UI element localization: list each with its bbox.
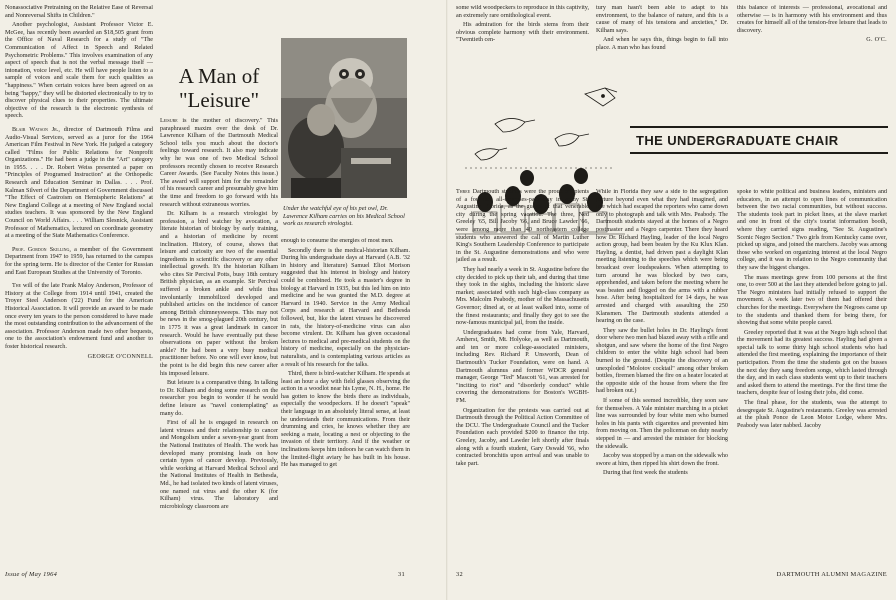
right-column-1 <box>456 189 589 560</box>
lead-in: Three <box>456 189 471 195</box>
lead-in: The <box>12 283 22 290</box>
paragraph: will of the late Frank Maloy Anderson, Professor of History at the College from 1914 until 1941, created the Troyer Steel Anderson ('22) Fund for the American Historical Association. It will provide an award to be made once every ten years to the person considered to have made the most outstanding contribution to the advancement of the association. Professor Anderson made two other bequests, one to the association's endowment fund and another to foster historical research. <box>5 283 153 350</box>
paragraph: His admiration for the birds stems from their obvious complete harmony with their environment. "Twentieth cen- <box>456 22 589 44</box>
right-column-3-top <box>737 5 887 80</box>
paragraph: First of all he is engaged in research on latent viruses and their relationship to cancer and Mongolism under a seven-year grant from the National Institutes of Health. The work has developed many promising leads on how certain types of cancer develop. Previously, while working at Harvard Medical School and the National Institutes of Health in Bethesda, Md., he had isolated two kinds of latent viruses, one named rat virus and the other K (for Kilham) virus. The laboratory and microbiology classroom are <box>160 420 278 510</box>
paragraph: Secondly there is the medical-historian Kilham. During his undergraduate days at Harvard (A.B. '32 in history and literature) Samuel Eliot Morison suggested that his interest in biology and history could be combined. He took a master's degree in biology at Harvard in 1935, but this led him on into medicine and he was granted the M.D. degree at Harvard in 1940. Service in the Army Medical Corps and research at Harvard and Bethesda followed, but, like the latent viruses he discovered in rats, the history-of-medicine virus can also become virulent. Dr. Kilham has given occasional lectures to medical and pre-medical students on the history of medicine, especially on the physician-naturalists, and is contemplating various articles as a result of his research for the talks. <box>281 247 410 368</box>
paragraph: Greeley reported that it was at the Negro high school that the movement had its greatest success. Hayling had given a special talk to some thirty high school students who had attended the first meeting, explaining the importance of their participation. From the time the students got on the busses the next day they sang freedom songs, which lasted through the day, and in each class students went up to their teachers and asked them to attend the meetings. For the first time the teachers, despite fear of losing their jobs, did come. <box>737 329 887 397</box>
paragraph: Organization for the protests was carried out at Dartmouth through the Political Action Committee of the DCU. The Undergraduate Council and the Tucker Foundation each provided $200 to finance the trip. Greeley, Jacoby, and Lawder left shortly after finals along with a fourth student, Gary Oswald '66, who contracted bronchitis upon arrival and was unable to take part. <box>456 407 589 467</box>
article-title: A Man of "Leisure" <box>178 64 260 112</box>
paragraph: a member of the Government Department from 1947 to 1959, has returned to the campus for the spring term. He is director of the Center for Russian and East European Studies at the University of Toronto. <box>5 246 153 276</box>
paragraph: And when he says this, things begin to fall into place. A man who has found <box>596 37 728 51</box>
left-column-1 <box>5 5 153 560</box>
paragraph: Third, there is bird-watcher Kilham. He spends at least an hour a day with field glasses observing the action in a woodlot near his Lyme, N. H., home. He has gotten to know the birds there as individuals, especially the woodpeckers. If he doesn't "speak" their language in an absolutely literal sense, at least he understands their communications. From their drumming and cries, he knows whether they are seeking a mate, locating a nest or objecting to the invasion of their territory. And if the weather or inclinations keeps him indoors he can watch them in the limited-flight aviary he has built in his house. He has managed to get <box>281 371 410 469</box>
paragraph: During that first week the students <box>603 470 688 477</box>
paragraph: The mass meetings grew from 100 persons at the first one, to over 500 at the last they attended before going to jail. The Negro ministers had initially refused to support the movement. A week later two of them had offered their churches for the meetings. Everywhere the Negroes came up to the students and thanked them for being there, for showing that some white people cared. <box>737 274 887 327</box>
lead-in: Leisure <box>160 118 178 124</box>
paragraph: enough to consume the energies of most men. <box>281 238 394 244</box>
paragraph: Jacoby was stopped by a man on the sidewalk who swore at him, then ripped his shirt down the front. <box>596 453 728 467</box>
paragraph: If some of this seemed incredible, they soon saw for themselves. A Yale minister marching in a picket line was surrounded by four white men who burned holes in his pants with cigarettes and prevented him from moving on. Then the policeman on duty nearby stepped in — and arrested the minister for blocking the sidewalk. <box>596 398 728 450</box>
section-title: THE UNDERGRADUATE CHAIR <box>636 133 839 148</box>
photo-caption: Under the watchful eye of his pet owl, Dr. Lawrence Kilham carries on his Medical School work as research virologist. <box>283 205 405 228</box>
right-column-1-top <box>456 5 589 80</box>
paragraph: They had nearly a week in St. Augustine before the city decided to pick up their tab, and during that time they took in the sights, including the historic slave market; associated with such high-class company as Mrs. Malcolm Peabody, mother of the Massachusetts Governor; dined at, or at least walked into, some of the finest restaurants; and finally they got to see the now-famous municipal jail, from the inside. <box>456 266 589 327</box>
paragraph: tury man hasn't been able to adapt to his environment, to the balance of nature, and this is a cause of many of his tensions and anxieties," Dr. Kilham says. <box>596 5 728 34</box>
paragraph: Undergraduates had come from Yale, Harvard, Amherst, Smith, Mt. Holyoke, as well as Dartmouth, and ten or more college-associated ministers, including Rev. Richard P. Unsworth, Dean of Dartmouth's Tucker Foundation, were on hand. A Dartmouth alumnus and former WDCR general manager, George "Ted" Mascott '61, was arrested for "inciting to riot" and "disorderly conduct" while covering the demonstrations for Boston's WGBH-FM. <box>456 329 589 405</box>
paragraph: some wild woodpeckers to reproduce in this captivity, an extremely rare ornithological event. <box>456 5 589 19</box>
section-rule-bottom <box>630 152 888 154</box>
paragraph: is the mother of discovery." This paraphrased maxim over the desk of Dr. Lawrence Kilham of the Dartmouth Medical School tells you much about the doctor's feelings toward research. It also may indicate why he was one of two Medical School professors recently chosen to receive Research Career Awards. (See Faculty Notes this issue.) The award will support him for the remainder of his research career and presumably give him the time and freedom to go forward with his research without extraneous worries. <box>160 118 278 208</box>
paragraph: Dr. Kilham is a research virologist by profession, a bird watcher by avocation, a literate historian of biology by early training, and a historian of medicine by recent inclination. History, of course, shows that leisure and curiosity are two of the essential ingredients in scientific discovery or any other intellectual growth. It's the historian Kilham who cites Sir Percival Potts, busy 18th century British physician, as an example. Sir Percival suffered a broken ankle and while thus involuntarily immobilized developed and published articles on the incidence of cancer among British chimneysweeps. This may not be news in the smog-plagued 20th century, but in 1775 it was a great landmark in cancer research. Would he have eventually put these observations on paper without the broken ankle? He had been a very busy medical practitioner before. No one will ever know, but the point is he did begin this new career after his imposed leisure. <box>160 211 278 377</box>
folio-right-magazine: DARTMOUTH ALUMNI MAGAZINE <box>776 571 887 578</box>
paragraph: But leisure is a comparative thing. In talking to Dr. Kilham and doing some research on the researcher you begin to wonder if he would define leisure as "navel contemplating" as many do. <box>160 380 278 417</box>
paragraph: director of Dartmouth Films and Audio-Visual Services, served as a juror for the 1964 American Film Festival in New York. He judged a category called "Films for Public Relations for Nonprofit Organizations." He had been a judge in the "Art" category in 1955. . . . Dr. Robert Weiss presented a paper on "Principles of Programed Instruction" at the Orthopedic Research and Education Seminar in Dallas. . . . Prof. Kalman Silvert of the Department of Government discussed "The Effect of Castroism on Hemispheric Relations" at New England College at a meeting of New England social studies teachers. It was sponsored by the New England Council on World Affairs. . . . William Slesnick, Assistant Professor of Mathematics, lectured on coordinate geometry at a meeting of the State Mathematics Conference. <box>5 126 153 240</box>
lead-in: Prof. Gordon Skilling, <box>12 246 71 253</box>
page-gutter <box>446 0 448 600</box>
paragraph: While in Florida they saw a side to the segregation picture beyond even what they had imagined, and one which had escaped the reporters who came down only to photograph and talk with Mrs. Peabody. The Dartmouth students stayed at the homes of a Negro postmaster and a Negro carpenter. There they heard how Dr. Richard Hayling, leader of the local Negro action group, had been beaten by the Ku Klux Klan. Hayling, a dentist, had driven past a daylight Klan meeting listening to the speeches which were being broadcast over loudspeakers. When attempting to turn around he was blocked by two cars, apprehended, and taken before the meeting where he was beaten and flogged on the arms with a rubber hose. After being hospitalized for 14 days, he was arrested and charged with assaulting the 250 Klansmen. The Dartmouth students attended a hearing on the case. <box>596 189 728 325</box>
right-column-3 <box>737 189 887 560</box>
byline-initials: G. O'C. <box>866 37 887 44</box>
lead-in: Blair Watson Jr., <box>12 126 60 133</box>
paragraph: Dartmouth students were the proud recipients of a four-day, all-expenses-paid stay in sunny St. Augustine, Florida, as the guests of that venerable city during the spring vacation. The three, Ned Greeley '65, Bill Jacoby '66, and Bruce Lawder '66, were among more than 40 northeastern college students who answered the call of Martin Luther King's Southern Leadership Conference to participate in the St. Augustine demonstrations and who were jailed as a result. <box>456 189 589 264</box>
section-rule-top <box>630 126 888 128</box>
byline: GEORGE O'CONNELL <box>87 353 153 360</box>
left-column-2 <box>160 118 278 560</box>
kilham-owl-photo <box>281 38 407 198</box>
right-column-2 <box>596 189 728 560</box>
right-column-2-top <box>596 5 728 80</box>
paragraph: spoke to white political and business leaders, ministers and educators, in an attempt to open lines of communication between the two racial communities, but without success. The students took part in picket lines, at the slave market and one in front of the city's tourist information booth, where they carried signs reading, "See St. Augustine's Scenic Negro Section." Two girls from Kentucky came over, picked up signs, and joined the marchers. Jacoby was among those who worked on organizing interest at the local Negro college, and it was in relation to the Negro community that they saw the biggest changes. <box>737 189 887 271</box>
folio-left-issue: Issue of May 1964 <box>5 571 58 578</box>
page-number-left: 31 <box>398 571 405 578</box>
left-column-3 <box>281 238 410 560</box>
paragraph: The final phase, for the students, was the attempt to desegregate St. Augustine's restaurants. Greeley was arrested at the plush Ponce de Leon Motor Lodge, where Mrs. Peabody was later nabbed. Jacoby <box>737 400 887 429</box>
paragraph: They saw the bullet holes in Dr. Hayling's front door where two men had blazed away with a rifle and shotgun, and saw where the home of the first Negro children to enter the white high school had been burned to the ground. (Despite the discovery of an unexploded "Molotov cocktail" among other broken bottles, firemen blamed the fire on a heater located at the opposite side of the house from where the fire had broken out.) <box>596 327 728 395</box>
page-number-right: 32 <box>456 571 463 578</box>
paragraph: this balance of interests — professional, avocational and otherwise — is in harmony with his environment and thus creates for himself all of the tension-free leisure that leads to discovery. <box>737 5 887 34</box>
paragraph: Nonassociative Pretraining on the Relative Ease of Reversal and Nonreversal Shifts in Children." <box>5 5 153 19</box>
paragraph: Another psychologist, Assistant Professor Victor E. McGee, has recently been awarded an $18,505 grant from the Office of Naval Research for a study of "The Communication of Affect in Speech and Related Psychometric Problems." This involves examination of any aspect of speech that is not the verbal message itself — intonation, voice level, etc. He will have people listen to a sample of voices and scale them for such qualities as "happiness." When certain voices have been agreed on as being "happy," they will be distorted electronically to try to discover physical clues to their properties. The ultimate objective of the research is the electronic synthesis of speech. <box>5 22 153 120</box>
